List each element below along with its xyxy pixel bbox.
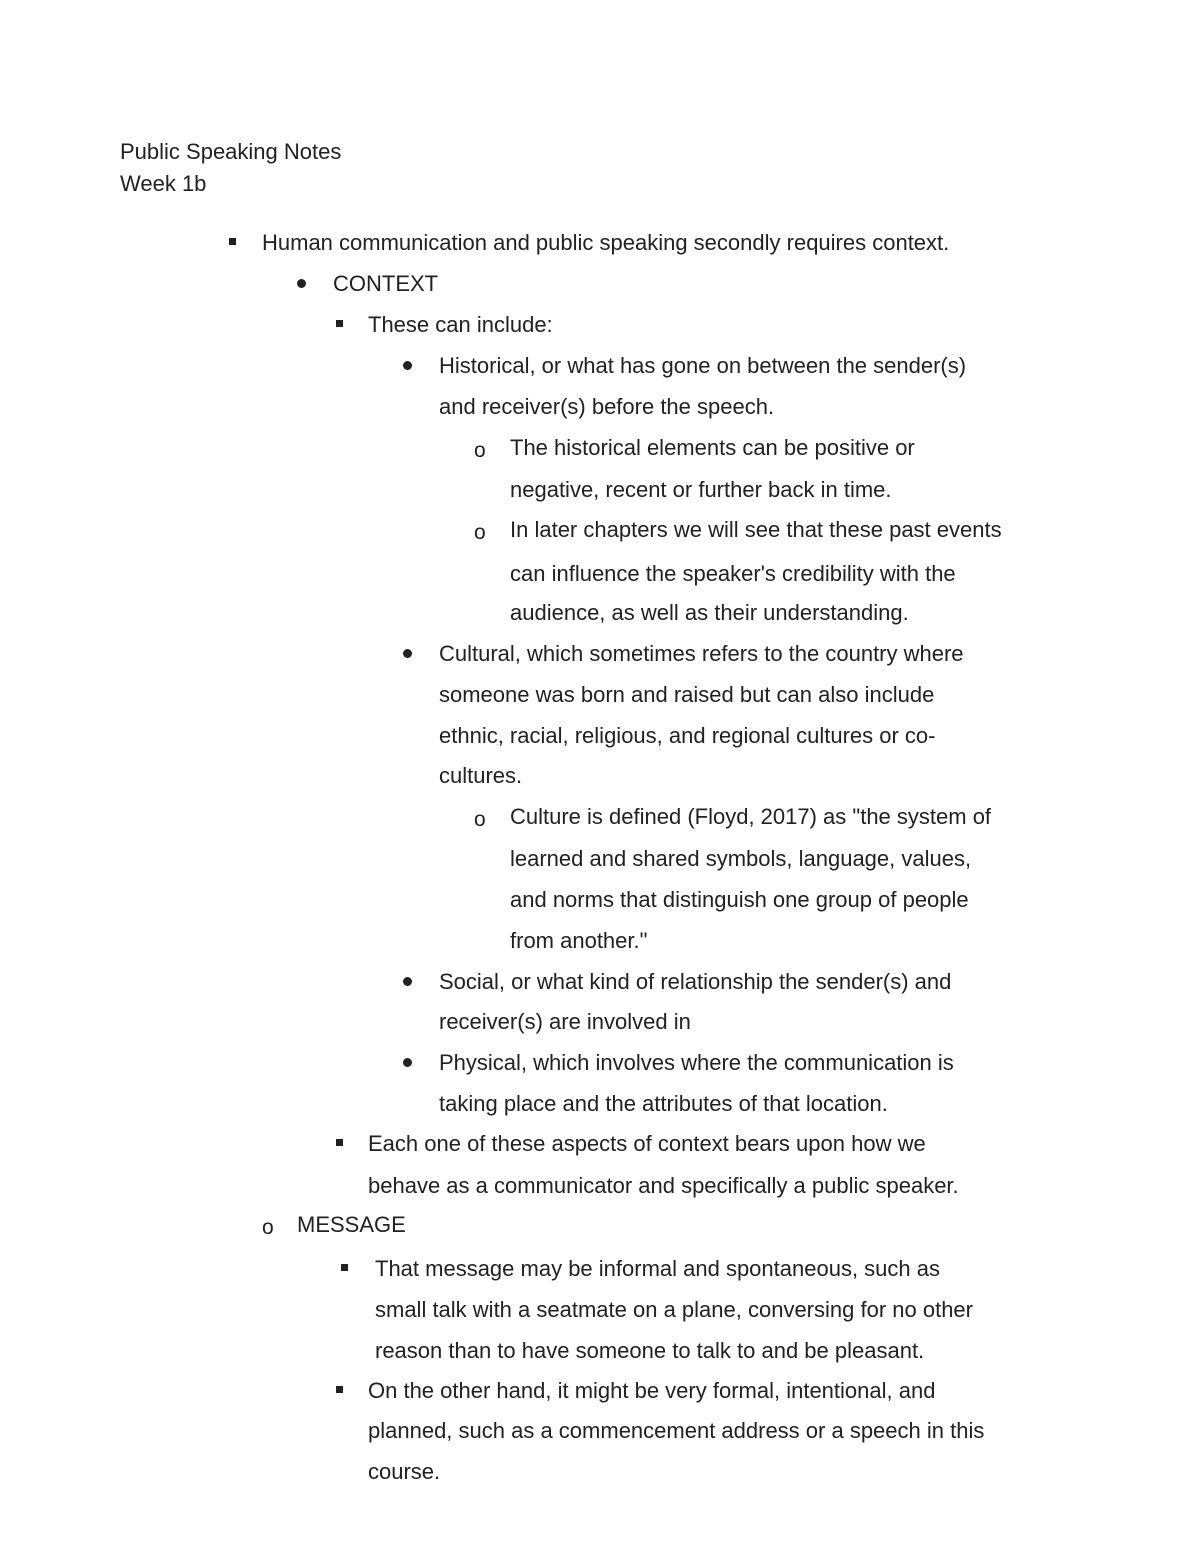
list-item-continuation: behave as a communicator and specifically a public speaker. [368,1173,959,1198]
list-item: These can include: [368,312,553,337]
list-item-continuation: learned and shared symbols, language, values, [510,846,972,871]
list-item-continuation: receiver(s) are involved in [439,1009,691,1034]
list-item: Cultural, which sometimes refers to the country where [439,641,964,666]
round-bullet-icon [403,649,412,658]
list-item-continuation: someone was born and raised but can also include [439,682,935,707]
list-item: Human communication and public speaking secondly requires context. [262,230,950,255]
list-item: That message may be informal and spontaneous, such as [375,1256,940,1281]
section-heading-message: MESSAGE [297,1212,406,1237]
list-item: Social, or what kind of relationship the sender(s) and [439,969,952,994]
list-item: In later chapters we will see that these past events [510,517,1002,542]
square-bullet-icon [336,1139,343,1146]
list-item-continuation: course. [368,1459,441,1484]
hollow-bullet-icon: o [474,808,486,831]
list-item-continuation: cultures. [439,763,523,788]
list-item-continuation: negative, recent or further back in time. [510,477,892,502]
list-item-continuation: small talk with a seatmate on a plane, conversing for no other [375,1297,973,1322]
hollow-bullet-icon: o [474,521,486,544]
round-bullet-icon [403,361,412,370]
list-item-continuation: can influence the speaker's credibility with the [510,561,956,586]
square-bullet-icon [341,1264,348,1271]
list-item-continuation: and norms that distinguish one group of people [510,887,969,912]
list-item-continuation: audience, as well as their understanding. [510,600,909,625]
list-item: The historical elements can be positive or [510,435,915,460]
hollow-bullet-icon: o [262,1216,274,1239]
list-item: Historical, or what has gone on between the sender(s) [439,353,967,378]
document-title: Public Speaking Notes [120,139,342,164]
square-bullet-icon [336,320,343,327]
square-bullet-icon [336,1386,343,1393]
list-item: Each one of these aspects of context bears upon how we [368,1131,926,1156]
hollow-bullet-icon: o [474,439,486,462]
list-item-continuation: ethnic, racial, religious, and regional cultures or co- [439,723,936,748]
list-item: Physical, which involves where the communication is [439,1050,954,1075]
square-bullet-icon [229,238,236,245]
list-item-continuation: from another." [510,928,648,953]
list-item-continuation: planned, such as a commencement address or a speech in this [368,1418,985,1443]
round-bullet-icon [297,279,306,288]
document-subtitle: Week 1b [120,171,207,196]
round-bullet-icon [403,1058,412,1067]
list-item-continuation: and receiver(s) before the speech. [439,394,775,419]
section-heading-context: CONTEXT [333,271,439,296]
list-item-continuation: reason than to have someone to talk to and be pleasant. [375,1338,925,1363]
round-bullet-icon [403,977,412,986]
list-item: Culture is defined (Floyd, 2017) as "the system of [510,804,992,829]
list-item: On the other hand, it might be very formal, intentional, and [368,1378,936,1403]
list-item-continuation: taking place and the attributes of that location. [439,1091,888,1116]
